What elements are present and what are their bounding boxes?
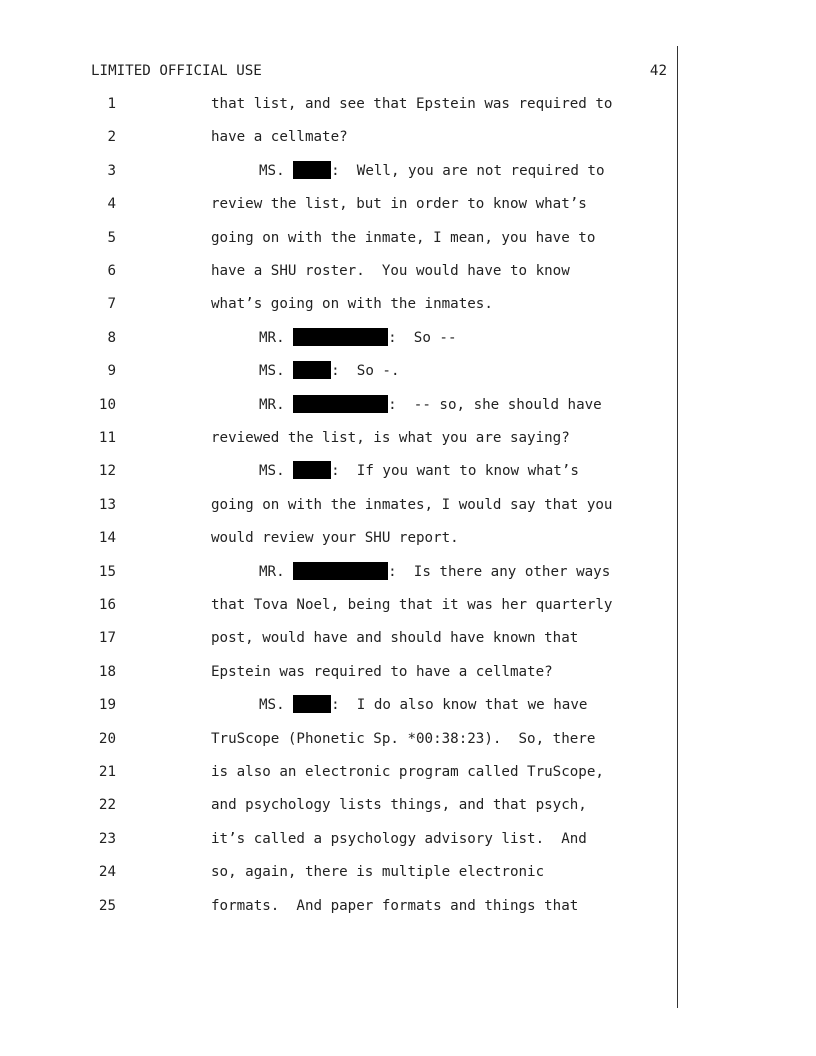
- line-number: 21: [98, 764, 116, 780]
- line-number: 4: [107, 196, 116, 212]
- transcript-line: [0, 761, 816, 783]
- speaker-line: [259, 561, 610, 583]
- transcript-line: [0, 661, 816, 683]
- transcript-line: [0, 394, 816, 416]
- line-number: 12: [98, 463, 116, 479]
- line-number: 11: [98, 430, 116, 446]
- speaker-title: MS.: [259, 163, 285, 179]
- transcript-line: [0, 527, 816, 549]
- speaker-title: MR.: [259, 397, 285, 413]
- transcript-line: [0, 193, 816, 215]
- transcript-line: [0, 427, 816, 449]
- line-number: 13: [98, 497, 116, 513]
- redaction-box: [293, 161, 331, 179]
- speaker-line: [259, 460, 579, 482]
- transcript-line: [0, 895, 816, 917]
- line-text: post, would have and should have known that: [211, 630, 579, 646]
- line-number: 25: [98, 898, 116, 914]
- transcript-line: [0, 694, 816, 716]
- line-text: would review your SHU report.: [211, 530, 459, 546]
- speaker-text: : So -.: [331, 363, 400, 379]
- line-text: going on with the inmates, I would say that you: [211, 497, 613, 513]
- line-number: 8: [107, 330, 116, 346]
- transcript-line: [0, 561, 816, 583]
- redaction-box: [293, 562, 388, 580]
- transcript-line: [0, 594, 816, 616]
- line-text: review the list, but in order to know what’s: [211, 196, 587, 212]
- transcript-line: [0, 93, 816, 115]
- transcript-line: [0, 794, 816, 816]
- transcript-line: [0, 360, 816, 382]
- line-number: 14: [98, 530, 116, 546]
- speaker-title: MS.: [259, 463, 285, 479]
- speaker-title: MS.: [259, 697, 285, 713]
- line-number: 22: [98, 797, 116, 813]
- redaction-box: [293, 461, 331, 479]
- line-text: and psychology lists things, and that psych,: [211, 797, 587, 813]
- transcript-line: [0, 728, 816, 750]
- line-text: that Tova Noel, being that it was her quarterly: [211, 597, 613, 613]
- line-text: that list, and see that Epstein was required to: [211, 96, 613, 112]
- line-number: 10: [98, 397, 116, 413]
- speaker-text: : -- so, she should have: [388, 397, 602, 413]
- line-number: 24: [98, 864, 116, 880]
- speaker-line: [259, 360, 400, 382]
- redaction-box: [293, 328, 388, 346]
- line-text: reviewed the list, is what you are saying?: [211, 430, 570, 446]
- speaker-title: MR.: [259, 330, 285, 346]
- line-number: 16: [98, 597, 116, 613]
- line-number: 5: [107, 230, 116, 246]
- line-text: what’s going on with the inmates.: [211, 296, 493, 312]
- line-number: 23: [98, 831, 116, 847]
- speaker-text: : So --: [388, 330, 457, 346]
- redaction-box: [293, 361, 331, 379]
- line-text: so, again, there is multiple electronic: [211, 864, 545, 880]
- line-number: 2: [107, 129, 116, 145]
- transcript-line: [0, 861, 816, 883]
- speaker-title: MS.: [259, 363, 285, 379]
- line-number: 1: [107, 96, 116, 112]
- speaker-line: [259, 694, 587, 716]
- speaker-text: : Is there any other ways: [388, 564, 611, 580]
- speaker-title: MR.: [259, 564, 285, 580]
- line-number: 7: [107, 296, 116, 312]
- line-number: 19: [98, 697, 116, 713]
- speaker-line: [259, 394, 602, 416]
- line-text: going on with the inmate, I mean, you have to: [211, 230, 596, 246]
- transcript-line: [0, 460, 816, 482]
- transcript-line: [0, 160, 816, 182]
- line-number: 17: [98, 630, 116, 646]
- transcript-line: [0, 828, 816, 850]
- transcript-line: [0, 293, 816, 315]
- speaker-text: : Well, you are not required to: [331, 163, 605, 179]
- page-number: 42: [649, 63, 667, 79]
- line-text: Epstein was required to have a cellmate?: [211, 664, 553, 680]
- line-number: 9: [107, 363, 116, 379]
- line-text: have a cellmate?: [211, 129, 348, 145]
- line-number: 20: [98, 731, 116, 747]
- line-number: 15: [98, 564, 116, 580]
- transcript-line: [0, 260, 816, 282]
- speaker-text: : I do also know that we have: [331, 697, 588, 713]
- transcript-line: [0, 494, 816, 516]
- line-text: have a SHU roster. You would have to know: [211, 263, 570, 279]
- line-text: is also an electronic program called TruScope,: [211, 764, 604, 780]
- line-text: TruScope (Phonetic Sp. *00:38:23). So, there: [211, 731, 596, 747]
- redaction-box: [293, 395, 388, 413]
- speaker-line: [259, 327, 457, 349]
- redaction-box: [293, 695, 331, 713]
- line-text: formats. And paper formats and things that: [211, 898, 579, 914]
- transcript-line: [0, 227, 816, 249]
- page-header: [91, 61, 667, 81]
- speaker-text: : If you want to know what’s: [331, 463, 579, 479]
- line-number: 3: [107, 163, 116, 179]
- line-number: 6: [107, 263, 116, 279]
- transcript-line: [0, 327, 816, 349]
- classification-label: LIMITED OFFICIAL USE: [91, 63, 262, 79]
- transcript-line: [0, 627, 816, 649]
- line-text: it’s called a psychology advisory list. And: [211, 831, 587, 847]
- transcript-line: [0, 126, 816, 148]
- speaker-line: [259, 160, 605, 182]
- line-number: 18: [98, 664, 116, 680]
